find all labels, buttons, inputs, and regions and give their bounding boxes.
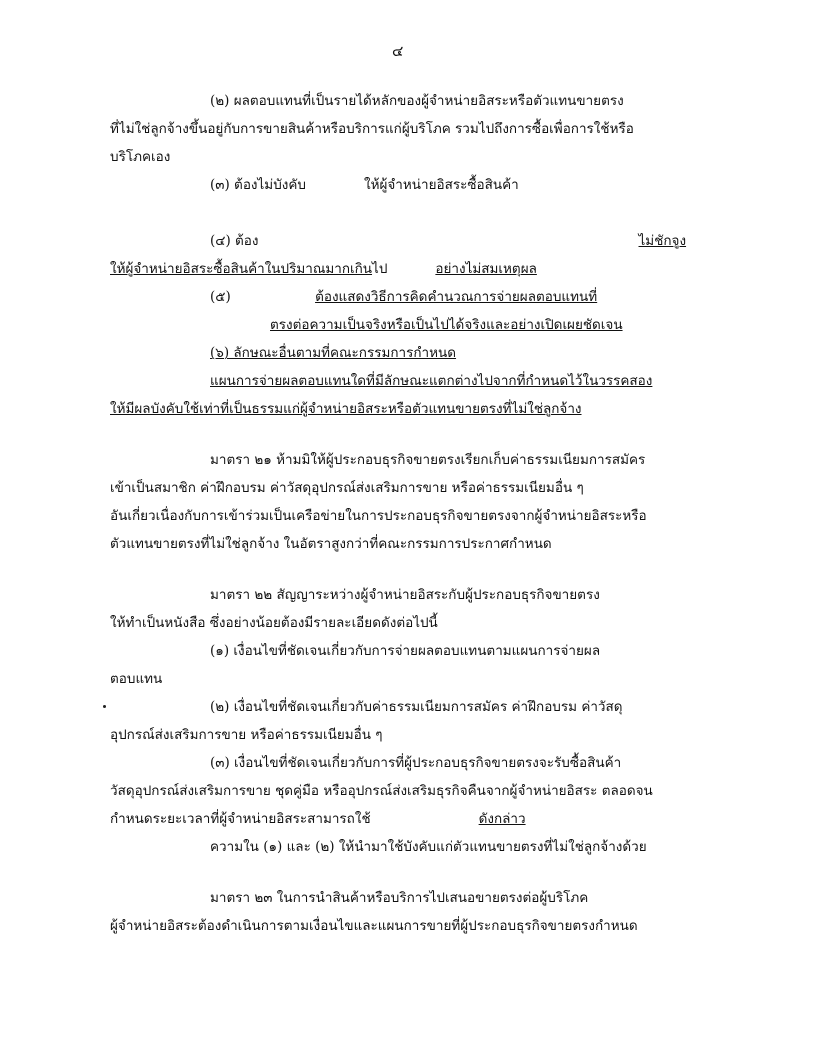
item-3-line-1 [210,174,679,196]
section-21-line-4: ตัวแทนขายตรงที่ไม่ใช่ลูกจ้าง ในอัตราสูงกว่าที่คณะกรรมการประกาศกำหนด [110,536,552,552]
item-2-line-1: (๒) ผลตอบแทนที่เป็นรายได้หลักของผู้จำหน่ายอิสระหรือตัวแทนขายตรง [210,93,624,109]
section-23-line-1: มาตรา ๒๓ ในการนำสินค้าหรือบริการไปเสนอขายตรงต่อผู้บริโภค [210,890,589,906]
item-4-text-a: (๔) ต้อง [210,233,259,249]
item-5-text-b: ต้องแสดงวิธีการคิดคำนวณการจ่ายผลตอบแทนที่ [315,289,598,305]
item-4-text-b: ไม่ชักจูง [638,233,687,249]
item-2-line-3: บริโภคเอง [110,149,171,165]
paragraph-2-line-1: แผนการจ่ายผลตอบแทนใดที่มีลักษณะแตกต่างไปจากที่กำหนดไว้ในวรรคสอง [210,373,653,389]
section-22-clause-3-text-b: ดังกล่าว [478,811,526,827]
item-5-text-a: (๕) [210,289,231,305]
item-4-line-1 [210,230,686,252]
item-4-text-d: ไป [372,261,388,277]
section-22-clause-3-line-1: (๓) เงื่อนไขที่ชัดเจนเกี่ยวกับการที่ผู้ประกอบธุรกิจขายตรงจะรับซื้อสินค้า [210,755,622,771]
item-3-line-2 [110,202,222,224]
section-22-clause-1-line-2: ตอบแทน [110,671,163,687]
section-22-clause-1-line-1: (๑) เงื่อนไขที่ชัดเจนเกี่ยวกับการจ่ายผลตอบแทนตามแผนการจ่ายผล [210,643,601,659]
section-22-clause-3-line-2: วัสดุอุปกรณ์ส่งเสริมการขาย ชุดคู่มือ หรืออุปกรณ์ส่งเสริมธุรกิจคืนจากผู้จำหน่ายอิสระ ตลอดจน [110,783,653,799]
item-3-text-a: (๓) ต้องไม่บังคับ [210,177,306,193]
section-23-line-2: ผู้จำหน่ายอิสระต้องดำเนินการตามเงื่อนไขและแผนการขายที่ผู้ประกอบธุรกิจขายตรงกำหนด [110,918,638,934]
item-4-text-e: อย่างไม่สมเหตุผล [435,261,537,277]
section-22-clause-3-line-3 [110,808,526,830]
section-21-line-2: เข้าเป็นสมาชิก ค่าฝึกอบรม ค่าวัสดุอุปกรณ์ส่งเสริมการขาย หรือค่าธรรมเนียมอื่น ๆ [110,480,584,496]
stray-mark [103,705,106,708]
paragraph-2-line-2: ให้มีผลบังคับใช้เท่าที่เป็นธรรมแก่ผู้จำหน่ายอิสระหรือตัวแทนขายตรงที่ไม่ใช่ลูกจ้าง [110,401,582,417]
section-22-line-1: มาตรา ๒๒ สัญญาระหว่างผู้จำหน่ายอิสระกับผู้ประกอบธุรกิจขายตรง [210,587,600,603]
item-4-line-2 [110,258,537,280]
section-22-clause-2-line-2: อุปกรณ์ส่งเสริมการขาย หรือค่าธรรมเนียมอื่น ๆ [110,727,383,743]
section-22-tail: ความใน (๑) และ (๒) ให้นำมาใช้บังคับแก่ตัวแทนขายตรงที่ไม่ใช่ลูกจ้างด้วย [210,839,647,855]
section-21-line-1: มาตรา ๒๑ ห้ามมิให้ผู้ประกอบธุรกิจขายตรงเรียกเก็บค่าธรรมเนียมการสมัคร [210,452,646,468]
item-5-line-2 [110,314,623,336]
item-2-line-2: ที่ไม่ใช่ลูกจ้างขึ้นอยู่กับการขายสินค้าหรือบริการแก่ผู้บริโภค รวมไปถึงการซื้อเพื่อการใช้หรือ [110,121,634,137]
section-22-clause-3-text-a: กำหนดระยะเวลาที่ผู้จำหน่ายอิสระสามารถใช้ [110,811,371,827]
section-22-line-2: ให้ทำเป็นหนังสือ ซึ่งอย่างน้อยต้องมีรายละเอียดดังต่อไปนี้ [110,615,438,631]
section-22-clause-2-line-1: (๒) เงื่อนไขที่ชัดเจนเกี่ยวกับค่าธรรมเนียมการสมัคร ค่าฝึกอบรม ค่าวัสดุ [210,699,623,715]
item-6-line-1: (๖) ลักษณะอื่นตามที่คณะกรรมการกำหนด [210,345,457,361]
item-4-text-c: ให้ผู้จำหน่ายอิสระซื้อสินค้าในปริมาณมากเกิน [110,261,373,277]
page-number: ๔ [392,42,404,60]
item-5-text-c: ตรงต่อความเป็นจริงหรือเป็นไปได้จริงและอย่างเปิดเผยชัดเจน [270,317,623,333]
item-5-line-1 [210,286,597,308]
section-21-line-3: อันเกี่ยวเนื่องกับการเข้าร่วมเป็นเครือข่ายในการประกอบธุรกิจขายตรงจากผู้จำหน่ายอิสระหรือ [110,508,647,524]
item-3-text-b: ให้ผู้จำหน่ายอิสระซื้อสินค้า [363,177,519,193]
